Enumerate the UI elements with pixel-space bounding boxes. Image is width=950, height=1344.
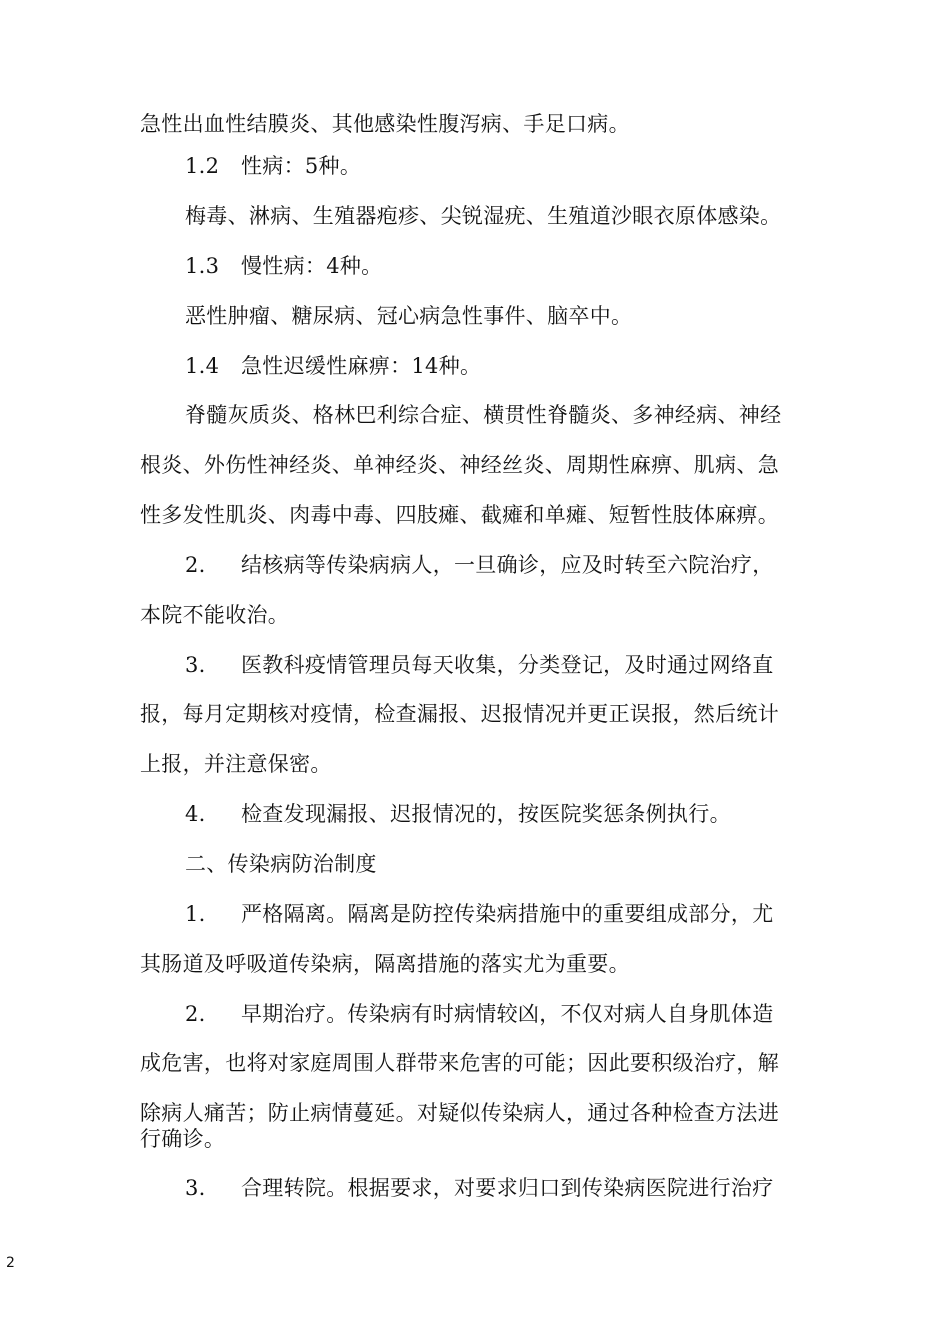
text-line: 急性出血性结膜炎、其他感染性腹泻病、手足口病。 bbox=[140, 112, 630, 136]
item-text: 检查发现漏报、迟报情况的，按医院奖惩条例执行。 bbox=[241, 802, 731, 826]
text-line: 脊髓灰质炎、格林巴利综合症、横贯性脊髓炎、多神经病、神经 bbox=[185, 403, 782, 427]
list-item bbox=[185, 999, 774, 1029]
text-line: 恶性肿瘤、糖尿病、冠心病急性事件、脑卒中。 bbox=[185, 304, 633, 328]
item-text: 合理转院。根据要求，对要求归口到传染病医院进行治疗 bbox=[241, 1176, 774, 1200]
list-item bbox=[185, 351, 481, 381]
item-number: 3. bbox=[185, 653, 206, 677]
item-text: 急性迟缓性麻痹：14种。 bbox=[241, 354, 482, 378]
list-item bbox=[185, 251, 382, 281]
text-line: 成危害，也将对家庭周围人群带来危害的可能；因此要积级治疗，解 bbox=[140, 1051, 779, 1075]
item-number: 4. bbox=[185, 802, 206, 826]
text-line: 本院不能收治。 bbox=[140, 603, 290, 627]
text-line: 报，每月定期核对疫情，检查漏报、迟报情况并更正误报，然后统计 bbox=[140, 702, 779, 726]
item-text: 慢性病：4种。 bbox=[241, 254, 383, 278]
page-number: 2 bbox=[6, 1255, 15, 1271]
item-number: 1. bbox=[185, 902, 206, 926]
text-line: 其肠道及呼吸道传染病，隔离措施的落实尤为重要。 bbox=[140, 952, 630, 976]
item-text: 医教科疫情管理员每天收集，分类登记，及时通过网络直 bbox=[241, 653, 774, 677]
list-item bbox=[185, 1173, 774, 1203]
text-line: 梅毒、淋病、生殖器疱疹、尖锐湿疣、生殖道沙眼衣原体感染。 bbox=[185, 204, 782, 228]
list-item bbox=[185, 550, 774, 580]
text-line: 性多发性肌炎、肉毒中毒、四肢瘫、截瘫和单瘫、短暂性肢体麻痹。 bbox=[140, 503, 779, 527]
item-text: 严格隔离。隔离是防控传染病措施中的重要组成部分，尤 bbox=[241, 902, 774, 926]
item-number: 2. bbox=[185, 553, 206, 577]
item-text: 结核病等传染病病人，一旦确诊，应及时转至六院治疗， bbox=[241, 553, 774, 577]
item-number: 1.4 bbox=[185, 354, 220, 378]
text-line: 除病人痛苦；防止病情蔓延。对疑似传染病人，通过各种检查方法进 bbox=[140, 1101, 779, 1125]
text-line: 行确诊。 bbox=[140, 1127, 226, 1151]
item-text: 早期治疗。传染病有时病情较凶，不仅对病人自身肌体造 bbox=[241, 1002, 774, 1026]
item-number: 1.3 bbox=[185, 254, 220, 278]
section-heading: 二、传染病防治制度 bbox=[185, 852, 377, 876]
list-item bbox=[185, 899, 774, 929]
text-line: 根炎、外伤性神经炎、单神经炎、神经丝炎、周期性麻痹、肌病、急 bbox=[140, 453, 779, 477]
list-item bbox=[185, 650, 774, 680]
item-number: 3. bbox=[185, 1176, 206, 1200]
text-line: 上报，并注意保密。 bbox=[140, 752, 332, 776]
item-number: 2. bbox=[185, 1002, 206, 1026]
item-number: 1.2 bbox=[185, 154, 220, 178]
list-item bbox=[185, 799, 731, 829]
list-item bbox=[185, 151, 361, 181]
item-text: 性病：5种。 bbox=[241, 154, 362, 178]
